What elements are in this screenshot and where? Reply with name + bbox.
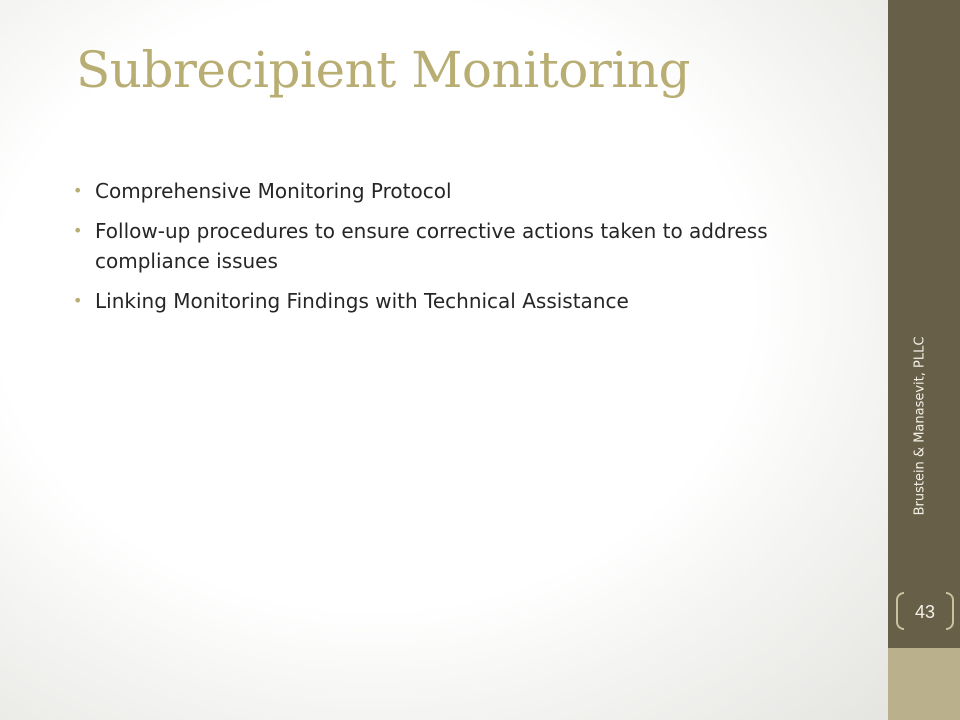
page-number-badge	[896, 592, 954, 632]
bullet-item	[73, 176, 813, 206]
bullet-item	[73, 216, 813, 276]
slide-title: Subrecipient Monitoring	[76, 41, 691, 99]
footer-band	[888, 648, 960, 720]
footer-text: Brustein & Manasevit, PLLC	[912, 336, 928, 516]
bullet-list	[73, 176, 813, 326]
bullet-text: Linking Monitoring Findings with Technical Assistance	[95, 289, 629, 313]
bullet-text: Follow-up procedures to ensure corrective actions taken to address compliance issues	[95, 219, 768, 273]
bullet-dot-icon: •	[73, 291, 83, 310]
bullet-text: Comprehensive Monitoring Protocol	[95, 179, 452, 203]
page-number: 43	[914, 601, 936, 622]
left-bracket-icon	[896, 592, 904, 630]
bullet-item	[73, 286, 813, 316]
right-bracket-icon	[946, 592, 954, 630]
bullet-dot-icon: •	[73, 221, 83, 240]
bullet-dot-icon: •	[73, 181, 83, 200]
right-sidebar	[888, 0, 960, 648]
